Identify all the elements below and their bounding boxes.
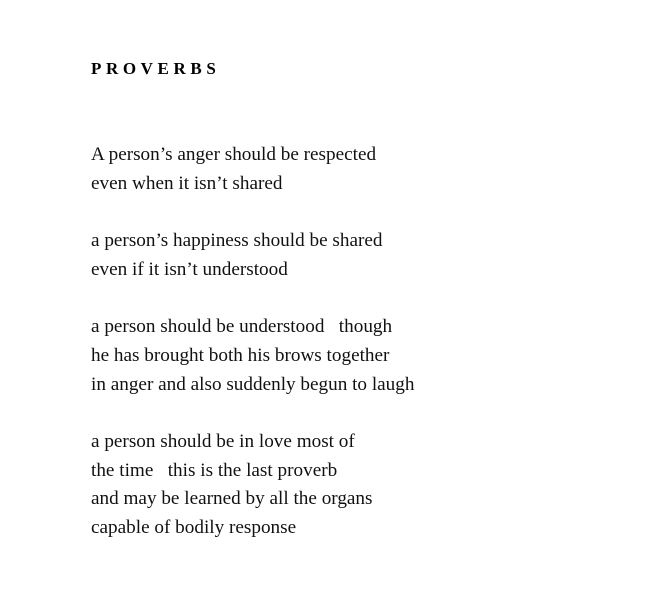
stanza-2 <box>91 227 414 284</box>
poem-line: A person’s anger should be respected <box>91 144 377 165</box>
poem-line: a person should be understood though <box>91 316 393 338</box>
stanza-3 <box>91 313 414 399</box>
stanza-1 <box>91 141 414 198</box>
poem-body <box>91 141 414 571</box>
poem-line: even if it isn’t understood <box>91 258 288 280</box>
stanza-4 <box>91 428 414 543</box>
poem-title: PROVERBS <box>91 59 221 78</box>
poem-line: in anger and also suddenly begun to laugh <box>91 373 415 395</box>
poem-line: capable of bodily response <box>91 517 297 539</box>
poem-line: the time this is the last proverb <box>91 459 338 481</box>
poem-line: a person’s happiness should be shared <box>91 230 383 252</box>
poem-line: a person should be in love most of <box>91 430 355 452</box>
poem-line: he has brought both his brows together <box>91 344 390 366</box>
poem-line: even when it isn’t shared <box>91 172 283 194</box>
poem-line: and may be learned by all the organs <box>91 488 373 510</box>
